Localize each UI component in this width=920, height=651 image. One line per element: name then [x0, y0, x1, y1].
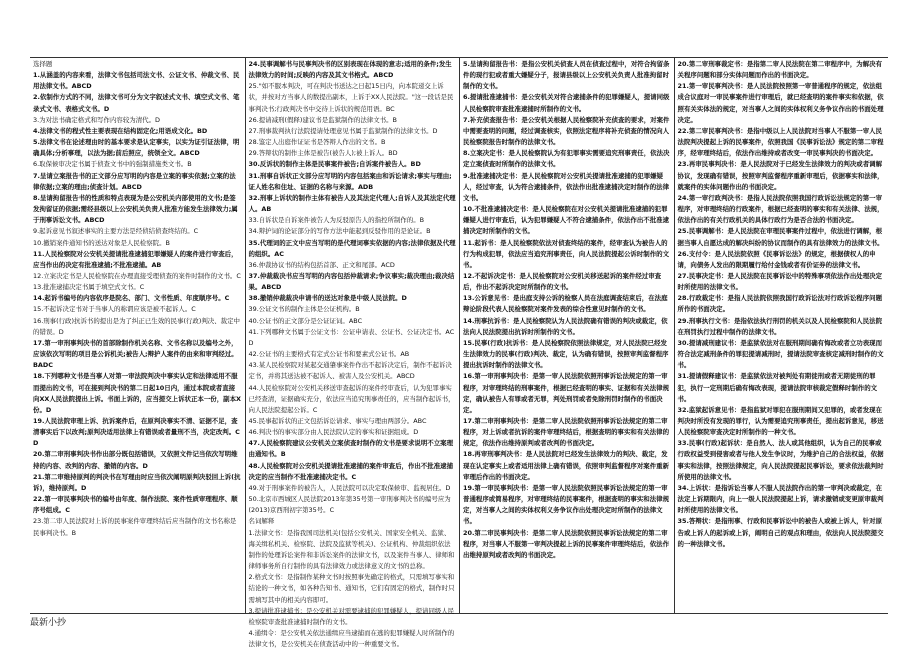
paragraph: 22.第一审民事判决书的编号由年度、制作法院、案件性质审理程序、顺序号组成。C	[33, 495, 238, 515]
paragraph: 31.刑事自诉状正文部分应写明的内容包括案由和诉讼请求;事实与理由;证人姓名和住址、证据的名称与来源。ADB	[248, 171, 452, 191]
paragraph: 23.再审民事判决书：是人民法院对于已经发生法律效力的判决或者调解协议，发现确有错误，按照审判监督程序重新审理后，依据事实和法律，就案件的实体问题作出的书面决定。	[677, 160, 884, 191]
paragraph: 48.人民检察院对公安机关提请批准逮捕的案件审查后，作出不批准逮捕决定的应当制作不批准逮捕决定书。C	[248, 461, 454, 481]
paragraph: 1.从涵盖的内容来看，法律文书包括司法文书、公证文书、仲裁文书、民用法律文书。ABCD	[33, 71, 240, 91]
paragraph: 50.北京市西城区人民法院2013年第35号第一审刑事判决书的编号应为(2013)京西刑初字第35号。C	[248, 495, 451, 515]
paragraph: 33.民事(行政)起诉状：是自然人、法人或其他组织，认为自己的民事或行政权益受到侵害或者与他人发生争议时，为维护自己的合法权益，依据事实和法律，按照法律规定，向人民法院提起民事诉讼，要求依法裁判时所使用的法律文书。	[677, 439, 884, 481]
text-column-2	[245, 58, 460, 649]
paragraph: 2.依制作方式的不同，法律文书可分为文字叙述式文书、填空式文书、笔录式文书、表格式文书。D	[33, 93, 240, 113]
text-column-1	[30, 58, 245, 613]
paragraph: 46.判决书的事实部分由人民法院认定的事实和证据组成。D	[248, 428, 419, 437]
paragraph: 20.第二审刑事判决书作出部分既包括错误，又依照文件记当依次写明维持的内容、改判的内容、撤销的内容。D	[33, 450, 238, 470]
paragraph: 30.提请减刑建议书：是监狱依法对在服刑期间确有悔改或者立功表现而符合法定减刑条件的罪犯提请减刑时，提请法院审查核定减刑时制作的文书。	[677, 338, 884, 370]
paragraph: 31.提请假释建议书：是监狱依法对被判处有期徒刑或者无期徒刑的罪犯，执行一定刑期后确有悔改表现，提请法院审核裁定假释时制作的文书。	[677, 372, 878, 403]
paragraph: 19.第一审民事判决书：是第一审人民法院依照民事诉讼法规定的第一审普通程序或简易程序，对审理终结的民事案件，根据查明的事实和法律规定，对当事人之间的实体权利义务争议作出处理决定时所制作的法律文书。	[463, 483, 670, 526]
paragraph: 38.撤销仲裁裁决申请书的送达对象是中级人民法院。D	[248, 294, 407, 303]
paragraph: 25.民事调解书：是人民法院在审理民事案件过程中，依法进行调解，根据当事人自愿达成的解决纠纷的协议而制作的具有法律效力的法律文书。	[677, 227, 884, 247]
paragraph: 39.公证文书的制作主体是公证机构。B	[248, 305, 360, 314]
paragraph: 49.对于刑事案件的被告人，人民法院可以决定取保候审、监视居住。D	[248, 483, 451, 492]
paragraph: 13.批准逮捕决定书属于填空式文书。C	[33, 283, 145, 292]
paragraph: 44.人民检察院对公安机关移送审查起诉的案件经审查后，认为犯罪事实已经查清，证据确实充分，依法应当追究刑事责任的，应当制作起诉书，向人民法院提起公诉。C	[248, 383, 455, 414]
paragraph: 21.第二审维持原判的判决书在写理由时应当依次阐明原判决驳回上诉(抗诉)，维持原判。D	[33, 472, 241, 492]
paragraph: 22.第二审民事判决书：是指中级以上人民法院对当事人不服第一审人民法院判决提起上诉的民事案件，依照我国《民事诉讼法》规定的第二审程序，经审理终结后，依法作出维持或者改变一审民事判决的书面决定。	[677, 126, 884, 158]
paragraph: 10.撤销案件通知书的送达对象是人民检察院。B	[33, 238, 170, 247]
paragraph: 10.不批准逮捕决定书：是人民检察院在对公安机关提请批准逮捕的犯罪嫌疑人进行审查后，认为犯罪嫌疑人不符合逮捕条件，依法作出不批准逮捕决定时所制作的文书。	[463, 205, 670, 236]
paragraph: 45.民事起诉状的正文包括诉讼请求、事实与理由两部分。ABC	[248, 417, 427, 425]
paragraph: 4.通缉令：是公安机关依法通缉应当逮捕而在逃的犯罪嫌疑人时所制作的法律文书，是公安机关在侦查活动中的一种重要文书。	[248, 628, 455, 649]
paragraph: 42.公证书的主要格式有定式公证书和要素式公证书。AB	[248, 350, 410, 359]
paragraph: 28.鉴定人出庭作证证书是答辩人作出的文书。B	[248, 138, 386, 147]
paragraph: 9.起诉意见书叙述事实的主要方法是经侦结侦查终结的。C	[33, 227, 199, 236]
paragraph: 37.仲裁裁决书应当写明的内容包括仲裁请求;争议事实;裁决理由;裁决结果。ABCD	[248, 271, 455, 292]
paragraph: 28.行政裁定书：是指人民法院依照我国行政诉讼法对行政诉讼程序问题所作的书面决定。	[677, 294, 883, 314]
paragraph: 40.公证书的正文部分是公证证词。ABC	[248, 316, 363, 325]
paragraph: 23.第二审人民法院对上诉的民事案件审理终结后应当制作的文书名称是民事判决书。B	[33, 517, 237, 537]
paragraph: 14.刑事抗诉书：是人民检察院认为人民法院确有错误的判决或裁定，依法向人民法院提出抗诉时所制作的文书。	[463, 316, 668, 336]
paragraph: 16.刑事(行政)抗诉书的提出是为了纠正已生效的民事(行政)判决、裁定中的错误。D	[33, 316, 240, 336]
paragraph: 15.不起诉决定书对于当事人的称谓应该是被不起诉人。C	[33, 305, 196, 314]
paragraph: 9.批准逮捕决定书：是人民检察院对公安机关提请批准逮捕的犯罪嫌疑人，经过审查，认为符合逮捕条件，依法作出批准逮捕决定时制作的法律文书。	[463, 171, 670, 202]
paragraph: 24.民事调解书与民事判决书的区别表现在体现的意志;适用的条件;发生法律效力的时间;反映的内容及其文书格式。ABCD	[248, 60, 452, 80]
paragraph: 11.起诉书：是人民检察院依法对侦查终结的案件，经审查认为被告人的行为构成犯罪，依法应当追究刑事责任，向人民法院提起公诉时制作的文书。	[463, 238, 670, 269]
paragraph: 7.呈请立案报告书的正文部分应写明的内容是立案的事实依据;立案的法律依据;立案的理由;侦查计划。ABCD	[33, 171, 236, 191]
text-column-4	[674, 58, 889, 613]
paragraph: 41.下列哪种文书属于公证文书：公证申请表、公证书、公证决定书。ACD	[248, 327, 455, 347]
paragraph: 15.民事(行政)抗诉书：是人民检察院依照法律规定，对人民法院已经发生法律效力的民事(行政)判决、裁定，认为确有错误，按照审判监督程序提出抗诉时制作的法律文书。	[463, 338, 669, 370]
footer-caption: 最新小抄	[30, 618, 67, 628]
paragraph: 32.刑事上诉状的制作主体有被告人及其法定代理人;自诉人及其法定代理人。AB	[248, 193, 456, 214]
paragraph: 17.第一审刑事判决书的首部除制作机关名称、文书名称以及编号之外，应该依次写明的项目是公诉机关;被告人;辩护人案件的由来和审判经过。BADC	[33, 338, 238, 370]
paragraph: 35.答辩状：是指刑事、行政和民事诉讼中的被告人或被上诉人，针对原告或上诉人的起诉或上诉，阐明自己的观点和理由，依法向人民法院提交的一种法律文书。	[677, 517, 884, 548]
paragraph: 18.再审刑事判决书：是人民法院对已经发生法律效力的判决、裁定，发现在认定事实上或者适用法律上确有错误，依照审判监督程序对案件重新审理后作出的书面决定。	[463, 450, 670, 481]
paragraph: 18.下列哪种文书是当事人对第一审法院判决中事实认定和法律适用不服而提出的文书，可在接到判决书的第二日起10日内，通过本院或者直接向XX人民法院提出上诉。书面上诉的，应当提交上诉状正本一份，副本X份。D	[33, 372, 242, 414]
paragraph: 2.格式文书：是指制作某种文书时按照事先确定的格式，只需填写事实和结论的一种文书，如各种告知书、通知书，它们有固定的格式，制作时只需填写其中的相关内容即可。	[248, 573, 455, 604]
text-column-3	[459, 58, 674, 613]
paragraph: 17.第二审刑事判决书：是第二审人民法院依照刑事诉讼法规定的第二审程序，对上诉或者抗诉的案件审理终结后，根据查明的事实和有关法律的规定，依法作出维持原判或者改判的书面决定。	[463, 417, 670, 448]
paragraph: 34.上诉状：是指诉讼当事人不服人民法院作出的第一审判决或裁定，在法定上诉期限内，向上一级人民法院提起上诉，请求撤销或变更原审裁判时所使用的法律文书。	[677, 483, 884, 515]
paragraph: 47.人民检察院建议公安机关立案侦查时制作的文书是要求说明不立案理由通知书。B	[248, 439, 454, 459]
paragraph: 选择题	[33, 60, 53, 68]
paragraph: 24.第一审行政判决书：是指人民法院依照我国行政诉讼法规定的第一审程序，对审理终结的行政案件，根据已经查明的事实和有关法律、法规，依法作出的有关行政机关的具体行政行为是否合法的书面决定。	[677, 193, 884, 225]
paragraph: 11.人民检察院对公安机关提请批准逮捕犯罪嫌疑人的案件进行审查后，应当作出的决定有批准逮捕;不批准逮捕。AB	[33, 249, 238, 269]
paragraph: 26.提请减刑(假释)建议书是监狱制作的法律文书。B	[248, 115, 397, 124]
paragraph: 名词解释	[248, 517, 275, 526]
paragraph: 35.代理词的正文中应当写明的是代理词事实依据的内容;法律依据及代理的组织。AC	[248, 238, 456, 258]
paragraph: 29.答辩状的制作主体是被告(被告人);被上诉人。BD	[248, 149, 398, 158]
paragraph: 1.法律文书：是指我国司法机关(包括公安机关、国家安全机关、监狱、海关缉私机关、检察院、法院及监狱等机关)、公证机构、仲裁组织依法制作的处理诉讼案件和非诉讼案件的法律文书，以及案件当事人、律师和律师事务所自行制作的具有法律效力或法律意义的文书的总称。	[248, 528, 455, 571]
paragraph: 14.起诉书编号的内容依序是院名、部门、文书性质、年度顺序号。C	[33, 294, 230, 303]
paragraph: 6.提请批准逮捕书：是公安机关对符合逮捕条件的犯罪嫌疑人，提请同级人民检察院审查批准逮捕时所制作的文书。	[463, 93, 670, 113]
paragraph: 5.呈请拘留报告书：是指公安机关侦查人员在侦查过程中，对符合拘留条件的现行犯或者重大嫌疑分子，报请县级以上公安机关负责人批准拘留时制作的文书。	[463, 60, 670, 91]
paragraph: 30.反诉状的制作主体是民事案件被告;自诉案件被告人。BD	[248, 160, 421, 169]
paragraph: 32.监狱起诉意见书：是指监狱对罪犯在服刑期间又犯罪的，或者发现在判决时所没有发现的罪行，认为需要追究刑事责任，提出起诉意见，移送人民检察院审查决定时所制作的一种文书。	[677, 405, 884, 437]
paragraph: 12.立案决定书是人民检察院在办理直接受理侦查的案件时制作的文书。C	[33, 271, 241, 280]
paragraph: 16.第一审刑事判决书：是第一审人民法院依照刑事诉讼法规定的第一审程序，对审理终结的刑事案件，根据已经查明的事实、证据和有关法律规定，确认被告人有罪或者无罪，判处刑罚或者免除刑罚时制作的书面决定。	[463, 372, 670, 414]
paragraph: 43.某人民检察院对某起交通肇事案件作出不起诉决定后，制作不起诉决定书，并将其送达被不起诉人、被害人及公安机关。ABCD	[248, 361, 452, 381]
paragraph: 5.法律文书在论述理由时的基本要求是认定事实，以实为证引证法律，明确具体;分析事理，以法为据;前后照应，统领全文。ABCD	[33, 138, 240, 158]
paragraph: 36.仲裁协议书的结构包括首部、正文和尾部。ACD	[248, 260, 395, 269]
paragraph: 20.第二审刑事裁定书：是指第二审人民法院在第二审程序中，为解决有关程序问题和部分实体问题而作出的书面决定。	[677, 60, 883, 80]
paragraph: 26.支付令：是人民法院依照《民事诉讼法》的规定，根据债权人的申请，向债务人发出的限期履行给付金钱或者有价证券的法律文书。	[677, 249, 876, 269]
paragraph: 20.第二审民事判决书：是第二审人民法院依照民事诉讼法规定的第二审程序，对当事人不服第一审判决提起上诉的民事案件审理终结后，依法作出维持原判或者改判的书面决定。	[463, 528, 670, 559]
paragraph: 21.第一审民事判决书：是人民法院按照第一审普通程序的规定，依法组成合议庭对一审民事案件进行审理后，就已经查明的案件事实和依据，依照有关实体法的规定，对当事人之间的实体权利义务争议作出的书面处理决定。	[677, 82, 884, 124]
paragraph: 27.刑事裁判执行法院提请处理意见书属于监狱制作的法律文书。D	[248, 126, 438, 135]
paragraph: 27.民事决定书：是人民法院在民事诉讼中的特殊事项依法作出处理决定时所使用的法律文书。	[677, 271, 883, 292]
paragraph: 25."如不服本判决，可在判决书送达之日起15日内，向本院递交上诉状，并按对方当事人的数提出副本，上诉于XX人民法院。"这一段话是民事判决书;行政判决书中交待上诉状的规范用语。BC	[248, 82, 454, 113]
paragraph: 4.法律文书的程式性主要表现在结构固定化;用语成文化。BD	[33, 126, 208, 135]
paragraph: 7.补充侦查报告书：是公安机关根据人民检察院补充侦查的要求，对案件中需要查明的问题，经过调查核实，依照法定程序将补充侦查的情况向人民检察院报告时制作的法律文书。	[463, 115, 670, 147]
paragraph: 29.刑事执行文书：是指依法执行刑罚的机关以及人民检察院和人民法院在刑罚执行过程中制作的法律文书。	[677, 316, 883, 336]
paragraph: 6.取保候审决定书属于侦查文书中的强制措施类文书。B	[33, 160, 192, 169]
paragraph: 13.公诉意见书：是出庭支持公诉的检察人员在法庭调查结束后，在法庭辩论阶段代表人民检察院对案件发表的综合性意见时制作的文书。	[463, 294, 668, 314]
paragraph: 34.辩护词的论证部分的写作方法中能起到反驳作用的是论证。B	[248, 227, 431, 236]
paragraph: 3.提请批准逮捕书：是公安机关对需要逮捕的犯罪嫌疑人，提请同级人民检察院审查批准逮捕时制作的文书。	[248, 606, 455, 626]
paragraph: 19.人民法院审理上诉、抗诉案件后，在原判决事实不清、证据不足，查清事实后下以改判;原判决适用法律上有错误或者量刑不当，决定改判。CD	[33, 417, 240, 448]
paragraph: 8.立案决定书：是人民检察院认为有犯罪事实需要追究刑事责任，依法决定立案侦查时所制作的法律文书。	[463, 149, 670, 169]
paragraph: 3.为对法书确定格式和写作内容较为清代。D	[33, 115, 160, 124]
paragraph: 8.呈请拘留报告书的性质和特点表现为是公安机关内部使用的文书;是签发拘留证的依据;需经县级以上公安机关负责人批准方能发生法律效力;属于刑事诉讼文书。ABCD	[33, 193, 238, 225]
paragraph: 12.不起诉决定书：是人民检察院对公安机关移送起诉的案件经过审查后，作出不起诉决定时所制作的文书。	[463, 271, 662, 292]
paragraph: 33.自诉状是自诉案件被告人为反驳原告人的指控所制作的。B	[248, 216, 425, 225]
